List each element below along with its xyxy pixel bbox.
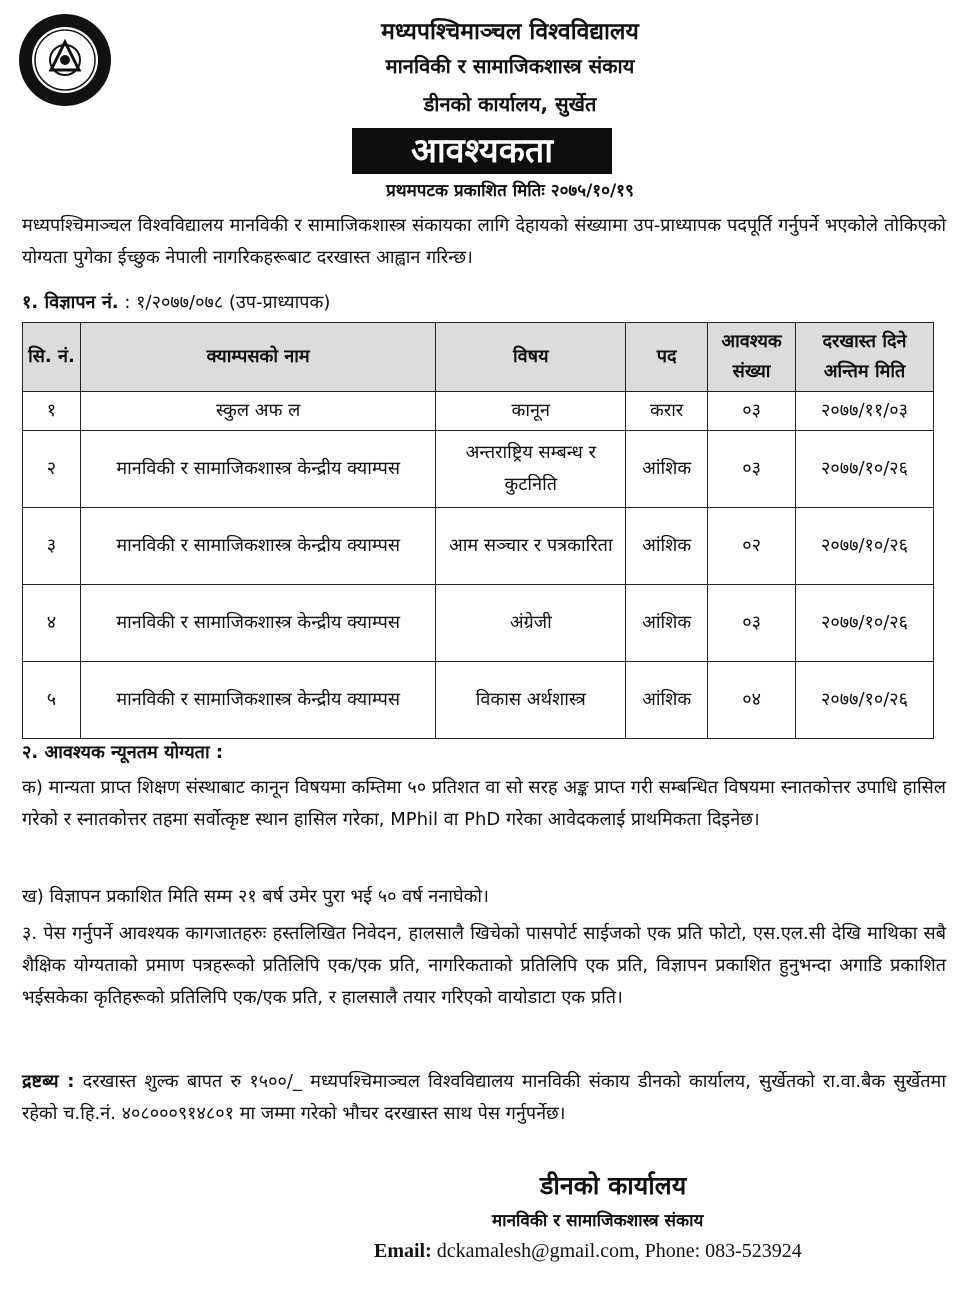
note-label: द्रष्टब्य : — [22, 1071, 75, 1092]
vacancy-banner: आवश्यकता — [352, 128, 612, 174]
cell-count: ०३ — [708, 431, 796, 508]
table-row — [23, 662, 934, 739]
qualification-heading: २. आवश्यक न्यूनतम योग्यता : — [22, 742, 224, 763]
email-label: Email: — [374, 1240, 432, 1262]
table-row — [23, 431, 934, 508]
cell-campus: स्कुल अफ ल — [80, 392, 435, 431]
cell-subject: अन्तराष्ट्रिय सम्बन्ध र कुटनिति — [436, 431, 626, 508]
cell-count: ०२ — [708, 508, 796, 585]
cell-campus: मानविकी र सामाजिकशास्त्र केन्द्रीय क्याम्पस — [80, 431, 435, 508]
phone-value: Phone: 083-523924 — [639, 1240, 802, 1262]
cell-count: ०३ — [708, 392, 796, 431]
cell-deadline: २०७७/१०/२६ — [796, 431, 934, 508]
advertisement-number-value: : १/२०७७/०७८ (उप-प्राध्यापक) — [118, 292, 331, 313]
contact-line — [374, 1240, 802, 1263]
header-sn: सि. नं. — [23, 323, 81, 392]
note-paragraph — [22, 1066, 946, 1130]
email-value: dckamalesh@gmail.com, — [431, 1240, 640, 1262]
signature-faculty: मानविकी र सामाजिकशास्त्र संकाय — [492, 1211, 704, 1231]
cell-campus: मानविकी र सामाजिकशास्त्र केन्द्रीय क्याम्पस — [80, 585, 435, 662]
intro-paragraph: मध्यपश्चिमाञ्चल विश्वविद्यालय मानविकी र सामाजिकशास्त्र संकायका लागि देहायको संख्यामा उप-प्राध्यापक पदपूर्ति गर्नुपर्ने भएकोले तोकिएको योग्यता पुगेका ईच्छुक नेपाली नागरिकहरूबाट दरखास्त आह्वान गरिन्छ। — [22, 215, 946, 268]
publication-date: प्रथमपटक प्रकाशित मितिः २०७५/१०/१९ — [386, 181, 634, 201]
cell-post: आंशिक — [626, 662, 708, 739]
cell-subject: कानून — [436, 392, 626, 431]
table-row — [23, 585, 934, 662]
cell-deadline: २०७७/१०/२६ — [796, 508, 934, 585]
signature-office: डीनको कार्यालय — [540, 1171, 687, 1200]
cell-sn: २ — [23, 431, 81, 508]
cell-post: आंशिक — [626, 585, 708, 662]
cell-subject: आम सञ्चार र पत्रकारिता — [436, 508, 626, 585]
cell-post: आंशिक — [626, 508, 708, 585]
cell-campus: मानविकी र सामाजिकशास्त्र केन्द्रीय क्याम्पस — [80, 662, 435, 739]
office-name: डीनको कार्यालय, सुर्खेत — [423, 92, 597, 116]
cell-post: करार — [626, 392, 708, 431]
cell-deadline: २०७७/१०/२६ — [796, 585, 934, 662]
cell-post: आंशिक — [626, 431, 708, 508]
cell-campus: मानविकी र सामाजिकशास्त्र केन्द्रीय क्याम्पस — [80, 508, 435, 585]
table-header-row — [23, 323, 934, 392]
cell-sn: ३ — [23, 508, 81, 585]
cell-subject: अंग्रेजी — [436, 585, 626, 662]
header-post: पद — [626, 323, 708, 392]
header-campus: क्याम्पसको नाम — [80, 323, 435, 392]
cell-deadline: २०७७/१०/२६ — [796, 662, 934, 739]
cell-subject: विकास अर्थशास्त्र — [436, 662, 626, 739]
header-deadline: दरखास्त दिने अन्तिम मिति — [796, 323, 934, 392]
qualification-item-ka: क) मान्यता प्राप्त शिक्षण संस्थाबाट कानून विषयमा कम्तिमा ५० प्रतिशत वा सो सरह अङ्क प्राप्त गरी सम्बन्धित विषयमा स्नातकोत्तर उपाधि हासिल गरेको र स्नातकोत्तर तहमा सर्वोत्कृष्ट स्थान हासिल गरेका, MPhil वा PhD गरेका आवेदकलाई प्राथमिकता दिइनेछ। — [22, 777, 946, 830]
advertisement-number-label: १. विज्ञापन नं. — [22, 292, 119, 313]
table-row — [23, 508, 934, 585]
cell-sn: १ — [23, 392, 81, 431]
note-text: दरखास्त शुल्क बापत रु १५००/_ मध्यपश्चिमाञ्चल विश्वविद्यालय मानविकी संकाय डीनको कार्यालय, सुर्खेतको रा.वा.बैक सुर्खेतमा रहेको च.हि.नं. ४०८०००९१४८०१ मा जम्मा गरेको भौचर दरखास्त साथ पेस गर्नुपर्नेछ। — [22, 1071, 946, 1124]
documents-paragraph: ३. पेस गर्नुपर्ने आवश्यक कागजातहरुः हस्तलिखित निवेदन, हालसालै खिचेको पासपोर्ट साईजको एक प्रति फोटो, एस.एल.सी देखि माथिका सबै शैक्षिक योग्यताको प्रमाण पत्रहरूको प्रतिलिपि एक/एक प्रति, नागरिकताको प्रतिलिपि एक प्रति, विज्ञापन प्रकाशित हुनुभन्दा अगाडि प्रकाशित भईसकेका कृतिहरूको प्रतिलिपि एक/एक प्रति, र हालसालै तयार गरिएको वायोडाटा एक प्रति। — [22, 923, 946, 1008]
vacancy-table — [22, 322, 934, 739]
university-seal-logo — [17, 12, 113, 108]
cell-deadline: २०७७/११/०३ — [796, 392, 934, 431]
header-subject: विषय — [436, 323, 626, 392]
cell-sn: ४ — [23, 585, 81, 662]
university-name: मध्यपश्चिमाञ्चल विश्वविद्यालय — [381, 19, 639, 45]
table-row — [23, 392, 934, 431]
header-count: आवश्यक संख्या — [708, 323, 796, 392]
qualification-item-kha: ख) विज्ञापन प्रकाशित मिति सम्म २१ बर्ष उमेर पुरा भई ५० वर्ष ननाघेको। — [22, 886, 489, 907]
faculty-name: मानविकी र सामाजिकशास्त्र संकाय — [385, 54, 635, 78]
cell-count: ०४ — [708, 662, 796, 739]
cell-sn: ५ — [23, 662, 81, 739]
advertisement-number — [22, 290, 330, 314]
cell-count: ०३ — [708, 585, 796, 662]
